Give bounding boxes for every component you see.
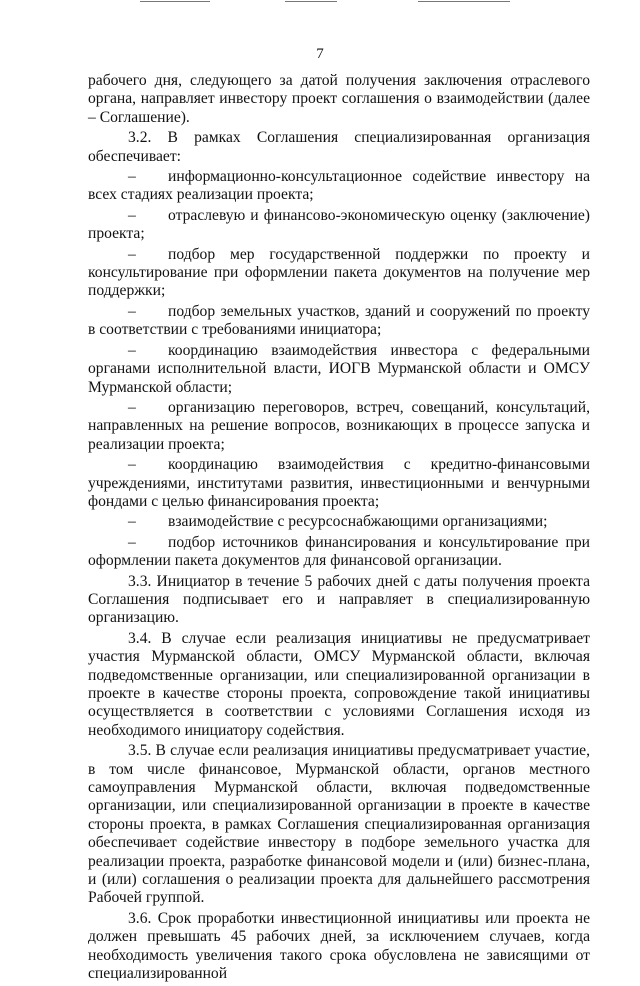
list-item bbox=[88, 303, 590, 340]
scan-mark bbox=[285, 1, 337, 2]
list-item-text: организацию переговоров, встреч, совещаний, консультаций, направленных на решение вопросов, возникающих в процессе запуска и реализации проекта; bbox=[88, 398, 590, 453]
list-dash: – bbox=[128, 533, 136, 551]
section-3-3-paragraph: 3.3. Инициатор в течение 5 рабочих дней с даты получения проекта Соглашения подписывает его и направляет в специализированную организацию. bbox=[88, 572, 590, 627]
document-body bbox=[88, 72, 590, 986]
section-3-2-heading: 3.2. В рамках Соглашения специализированная организация обеспечивает: bbox=[88, 129, 590, 165]
intro-paragraph: рабочего дня, следующего за датой получения заключения отраслевого органа, направляет инвестору проект соглашения о взаимодействии (далее – Соглашение). bbox=[88, 72, 590, 126]
list-dash: – bbox=[128, 206, 136, 224]
list-item bbox=[88, 513, 590, 531]
list-dash: – bbox=[128, 168, 136, 186]
list-item-text: координацию взаимодействия инвестора с федеральными органами исполнительной власти, ИОГВ Мурманской области и ОМСУ Мурманской области; bbox=[88, 341, 590, 396]
list-item bbox=[88, 168, 590, 205]
list-dash: – bbox=[128, 302, 136, 320]
scan-mark bbox=[418, 1, 510, 2]
list-item bbox=[88, 399, 590, 454]
list-item bbox=[88, 534, 590, 571]
page-number: 7 bbox=[316, 46, 324, 62]
section-3-6-paragraph: 3.6. Срок проработки инвестиционной инициативы или проекта не должен превышать 45 рабочих дней, за исключением случаев, когда необходимость увеличения такого срока обусловлена не зависящими от специализированной bbox=[88, 909, 590, 983]
list-item-text: взаимодействие с ресурсоснабжающими организациями; bbox=[168, 513, 548, 531]
list-item bbox=[88, 246, 590, 301]
list-item-text: отраслевую и финансово-экономическую оценку (заключение) проекта; bbox=[88, 206, 590, 243]
list-item bbox=[88, 456, 590, 511]
section-3-5-paragraph: 3.5. В случае если реализация инициативы предусматривает участие, в том числе финансовое, Мурманской области, органов местного самоуправления Мурманской области, включая подведомственные организации, или специализированной организации в проекте в качестве стороны проекта, в рамках Соглашения специализированная организация обеспечивает содействие инвестору в подборе земельного участка для реализации проекта, разработке финансовой модели и (или) бизнес-плана, и (или) соглашения о реализации проекта для дальнейшего рассмотрения Рабочей группой. bbox=[88, 742, 590, 907]
scan-mark bbox=[140, 1, 210, 2]
section-3-4-paragraph: 3.4. В случае если реализация инициативы не предусматривает участия Мурманской области, ОМСУ Мурманской области, включая подведомственные организации, или специализированной организации в проекте в качестве стороны проекта, сопровождение такой инициативы осуществляется в соответствии с условиями Соглашения исходя из необходимого инициатору содействия. bbox=[88, 629, 590, 739]
scan-edge-marks bbox=[0, 0, 640, 6]
list-item bbox=[88, 207, 590, 244]
list-item-text: координацию взаимодействия с кредитно-финансовыми учреждениями, институтами развития, инвестиционными и венчурными фондами с целью финансирования проекта; bbox=[88, 456, 590, 510]
section-3-2-list bbox=[88, 168, 590, 571]
list-dash: – bbox=[128, 456, 136, 474]
list-item-text: подбор мер государственной поддержки по проекту и консультирование при оформлении пакета документов на получение мер поддержки; bbox=[88, 245, 590, 300]
list-item-text: подбор источников финансирования и консультирование при оформлении пакета документов для финансовой организации. bbox=[88, 533, 590, 570]
list-dash: – bbox=[128, 341, 136, 359]
list-dash: – bbox=[128, 398, 136, 416]
list-dash: – bbox=[128, 245, 136, 263]
list-dash: – bbox=[128, 513, 136, 531]
list-item bbox=[88, 342, 590, 397]
list-item-text: подбор земельных участков, зданий и сооружений по проекту в соответствии с требованиями инициатора; bbox=[88, 302, 590, 339]
list-item-text: информационно-консультационное содействие инвестору на всех стадиях реализации проекта; bbox=[88, 168, 590, 204]
